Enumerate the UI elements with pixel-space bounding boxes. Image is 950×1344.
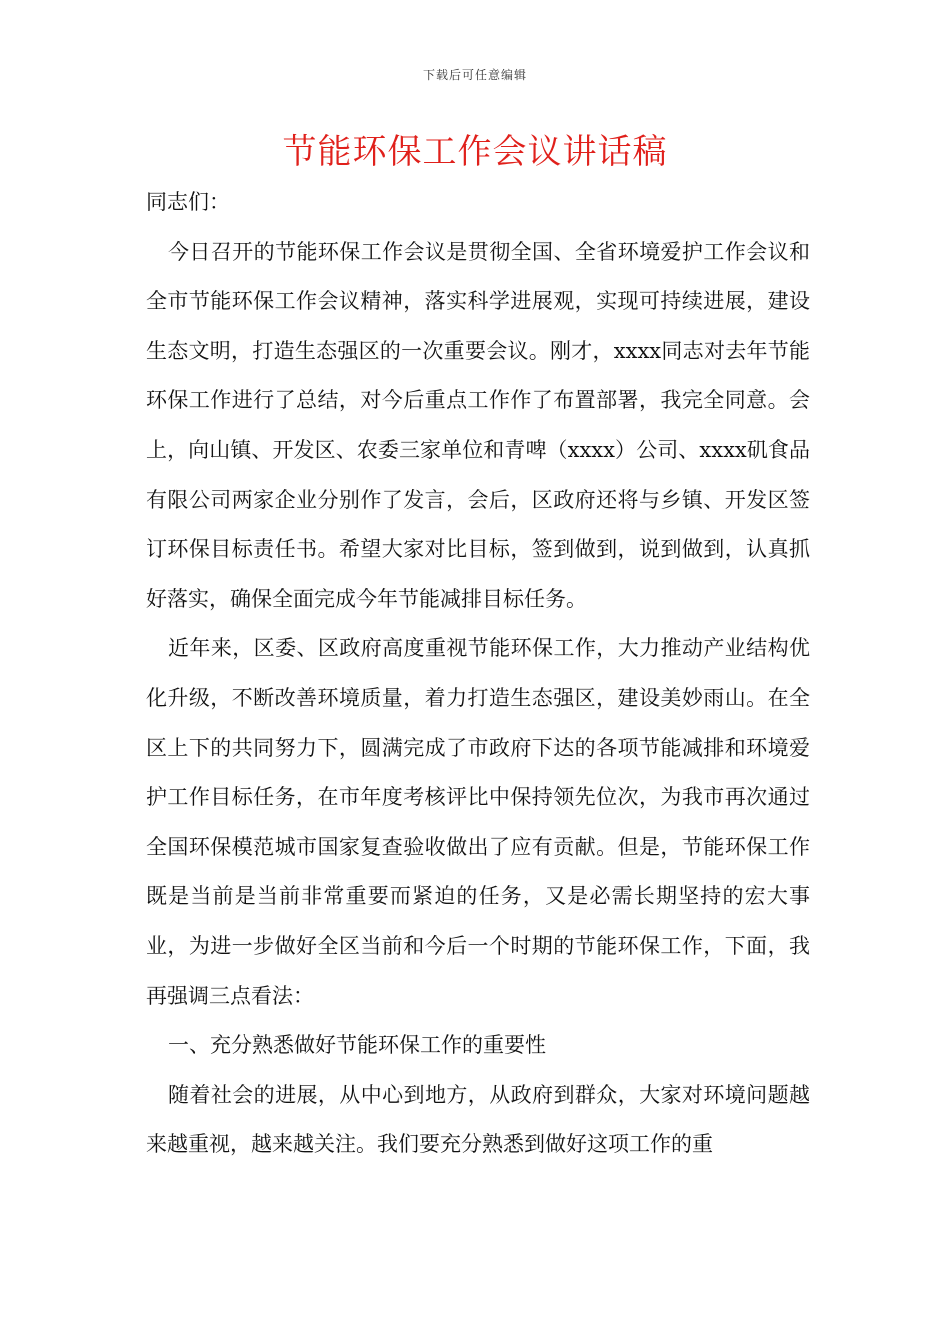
paragraph-section-one: 随着社会的进展，从中心到地方，从政府到群众，大家对环境问题越来越重视，越来越关注。我们要充分熟悉到做好这项工作的重	[146, 1082, 810, 1157]
header-note: 下载后可任意编辑	[422, 68, 527, 82]
salutation: 同志们：	[146, 190, 230, 214]
document-title: 节能环保工作会议讲话稿	[282, 132, 668, 172]
section-heading: 一、充分熟悉做好节能环保工作的重要性	[168, 1033, 546, 1058]
paragraph-opening: 今日召开的节能环保工作会议是贯彻全国、全省环境爱护工作会议和全市节能环保工作会议精神，落实科学进展观，实现可持续进展，建设生态文明，打造生态强区的一次重要会议。刚才，xxxx同志对去年节能环保工作进行了总结，对今后重点工作作了布置部署，我完全同意。会上，向山镇、开发区、农委三家单位和青啤（xxxx）公司、xxxx矶食品有限公司两家企业分别作了发言，会后，区政府还将与乡镇、开发区签订环保目标责任书。希望大家对比目标，签到做到，说到做到，认真抓好落实，确保全面完成今年节能减排目标任务。	[146, 239, 810, 611]
document-body	[146, 178, 810, 1170]
paragraph-achievements: 近年来，区委、区政府高度重视节能环保工作，大力推动产业结构优化升级，不断改善环境质量，着力打造生态强区，建设美妙雨山。在全区上下的共同努力下，圆满完成了市政府下达的各项节能减排和环境爱护工作目标任务，在市年度考核评比中保持领先位次，为我市再次通过全国环保模范城市国家复查验收做出了应有贡献。但是，节能环保工作既是当前是当前非常重要而紧迫的任务，又是必需长期坚持的宏大事业，为进一步做好全区当前和今后一个时期的节能环保工作，下面，我再强调三点看法：	[146, 636, 810, 1008]
